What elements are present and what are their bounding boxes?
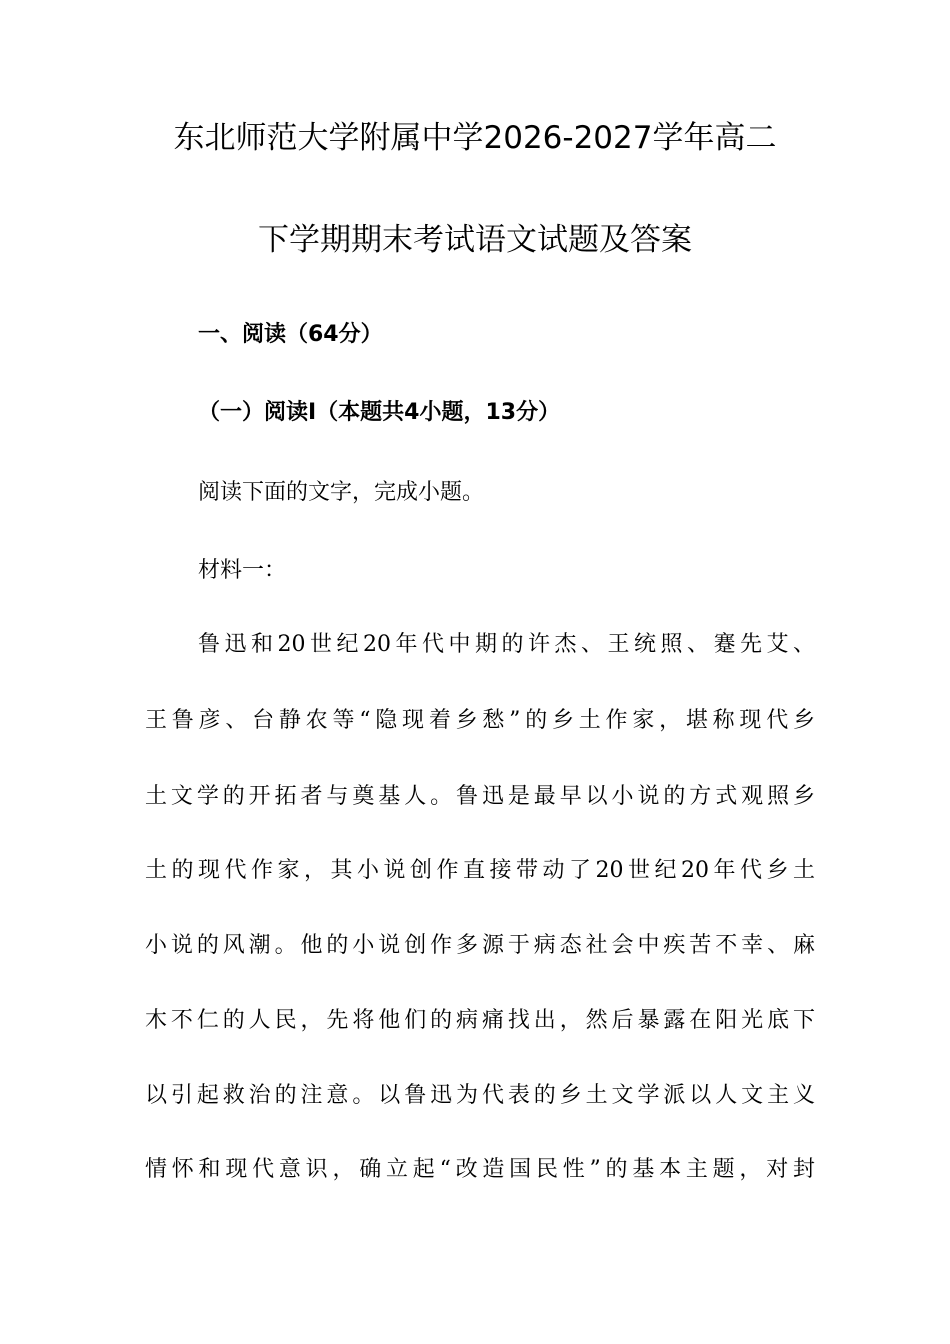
- passage-line: 土的现代作家，其小说创作直接带动了20世纪20年代乡土: [145, 858, 815, 883]
- material-label: 材料一：: [198, 558, 287, 583]
- passage-line: 王鲁彦、台静农等“隐现着乡愁”的乡土作家，堪称现代乡: [145, 708, 815, 733]
- instruction-text: 阅读下面的文字，完成小题。: [198, 480, 485, 505]
- subsection-heading: （一）阅读Ⅰ（本题共4小题，13分）: [198, 400, 561, 425]
- passage-line: 木不仁的人民，先将他们的病痛找出，然后暴露在阳光底下: [145, 1008, 815, 1033]
- passage-line: 以引起救治的注意。以鲁迅为代表的乡土文学派以人文主义: [145, 1083, 815, 1108]
- document-title-line-2: 下学期期末考试语文试题及答案: [258, 222, 692, 258]
- passage-line: 土文学的开拓者与奠基人。鲁迅是最早以小说的方式观照乡: [145, 784, 815, 809]
- passage-line: 鲁迅和20世纪20年代中期的许杰、王统照、蹇先艾、: [198, 632, 815, 657]
- passage-line: 小说的风潮。他的小说创作多源于病态社会中疾苦不幸、麻: [145, 933, 815, 958]
- section-heading: 一、阅读（64分）: [198, 322, 383, 347]
- passage-line: 情怀和现代意识，确立起“改造国民性”的基本主题，对封: [145, 1157, 815, 1182]
- document-title-line-1: 东北师范大学附属中学2026-2027学年高二: [173, 120, 777, 156]
